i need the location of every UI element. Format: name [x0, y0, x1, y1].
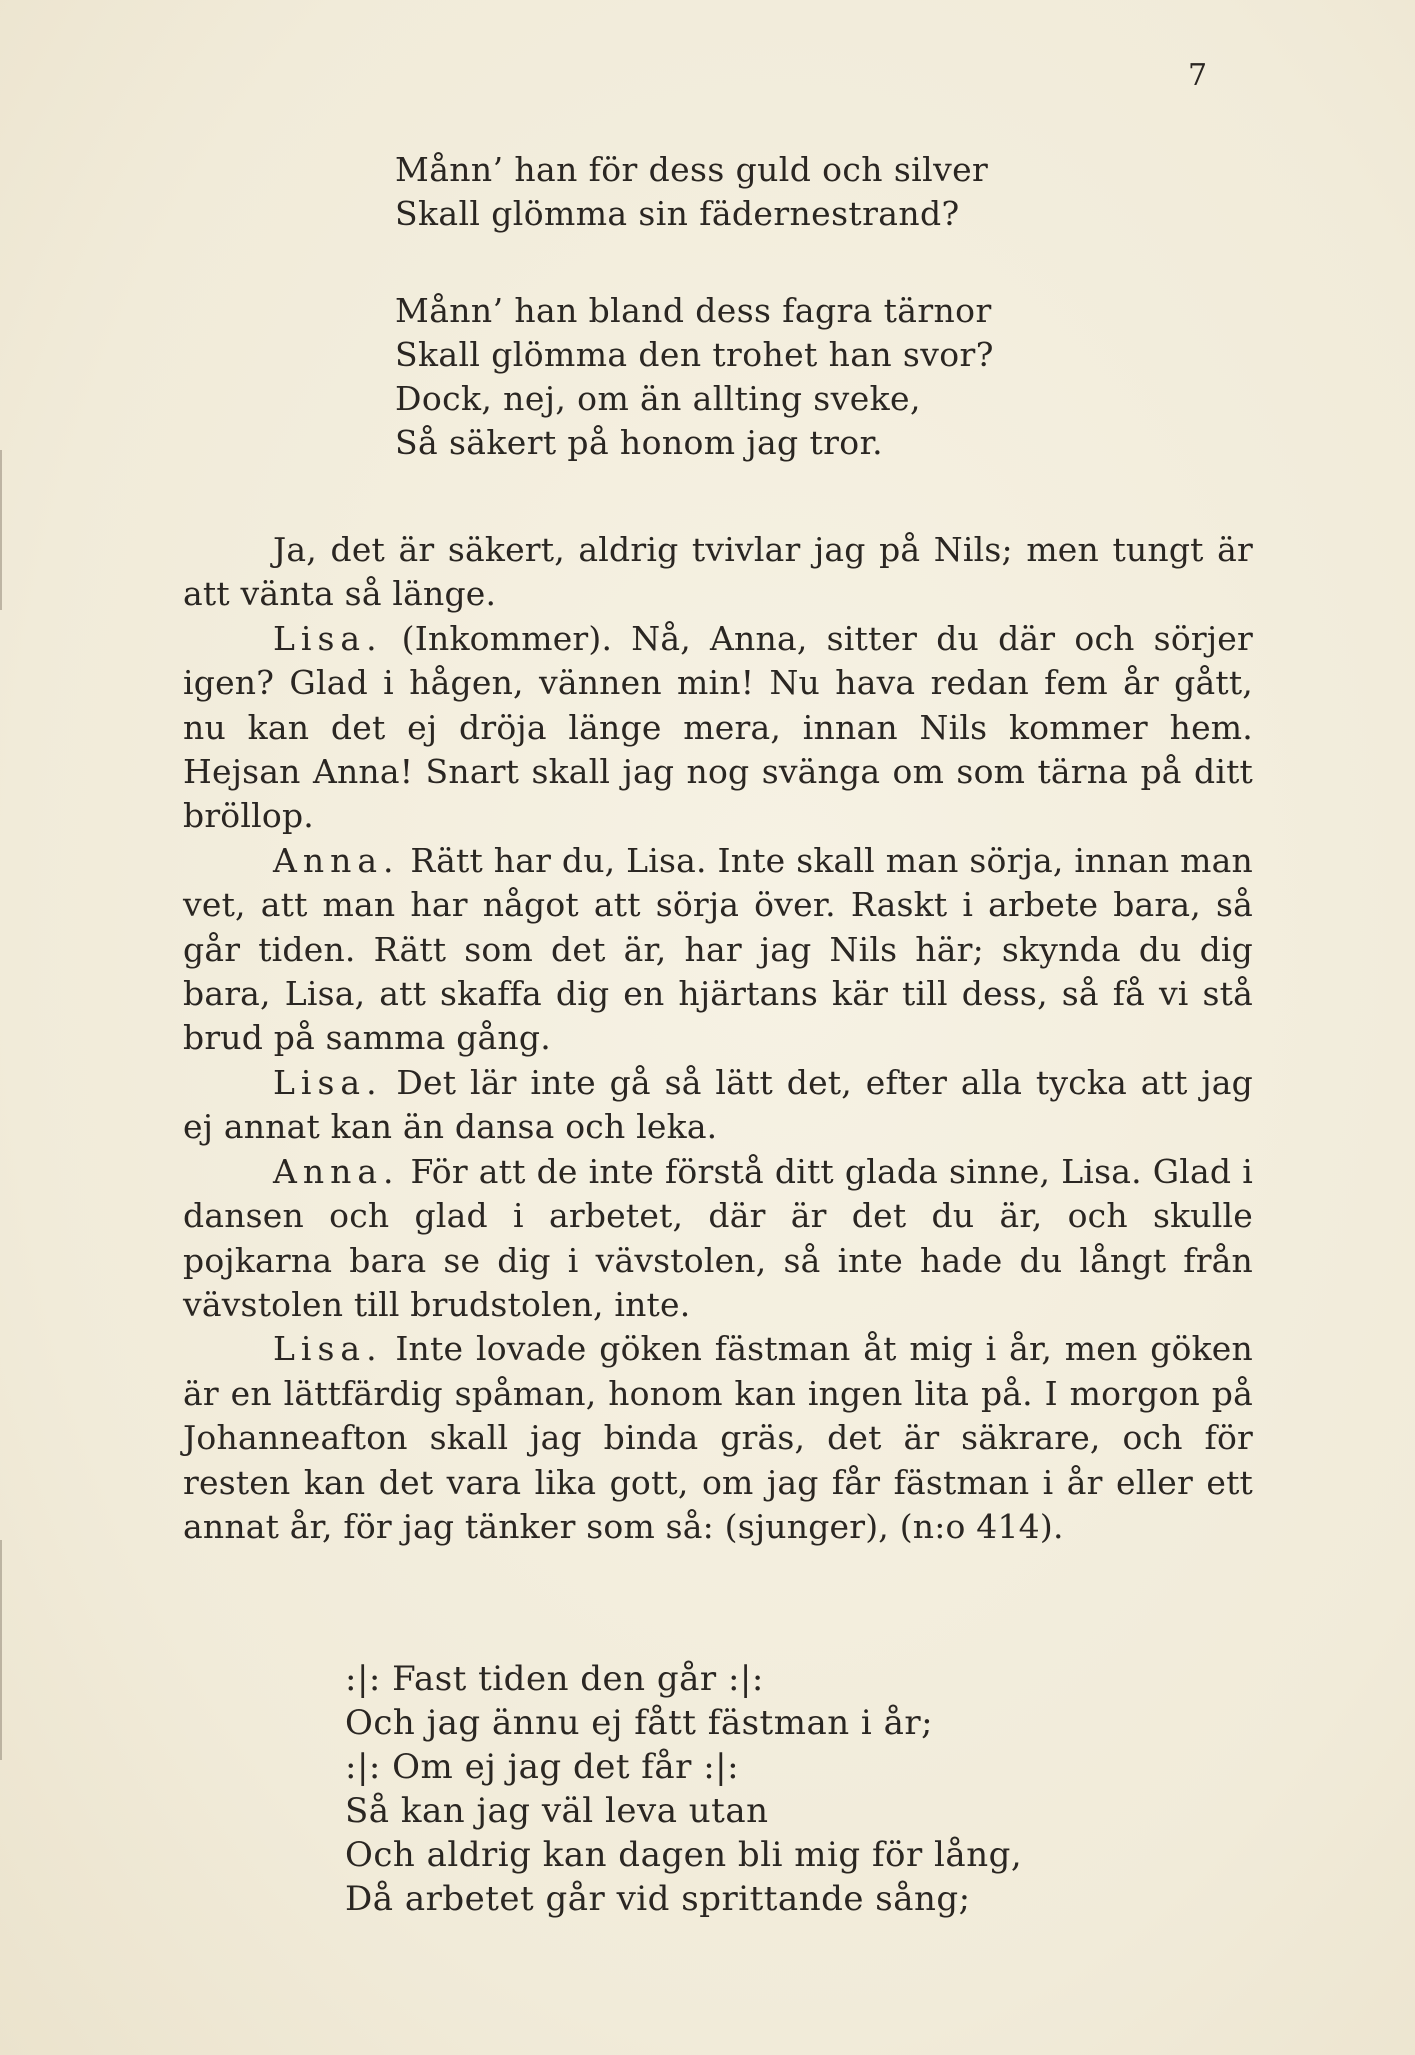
page-number: 7 [1188, 58, 1208, 93]
dialogue-prose [183, 528, 1253, 1549]
dialogue-text: För att de inte förstå ditt glada sinne, Lisa. Glad i dansen och glad i arbetet, där är det du är, och skulle pojkarna bara se dig i vävstolen, så inte hade du långt från vävstolen till brudstolen, inte. [183, 1151, 1253, 1324]
speaker-name: Lisa. [273, 1329, 383, 1369]
verse-line: Skall glömma den trohet han svor? [395, 335, 994, 374]
speaker-name: Anna. [273, 840, 400, 880]
speaker-name: Lisa. [273, 1062, 383, 1102]
dialogue-paragraph [183, 1061, 1253, 1150]
dialogue-text: Rätt har du, Lisa. Inte skall man sörja, innan man vet, att man har något att sörja över. Raskt i arbete bara, så går tiden. Rätt som det är, har jag Nils här; skynda du dig bara, Lisa, att skaffa dig en hjärtans kär till dess, så få vi stå brud på samma gång. [183, 840, 1253, 1058]
song-line: Så kan jag väl leva utan [345, 1791, 769, 1831]
dialogue-text: Ja, det är säkert, aldrig tvivlar jag på Nils; men tungt är att vänta så länge. [183, 530, 1253, 614]
dialogue-paragraph [183, 839, 1253, 1061]
dialogue-paragraph [183, 528, 1253, 617]
song-verse [345, 1657, 1022, 1921]
song-line: :|: Om ej jag det får :|: [345, 1747, 740, 1787]
dialogue-paragraph [183, 1327, 1253, 1549]
dialogue-paragraph [183, 617, 1253, 839]
song-line: :|: Fast tiden den går :|: [345, 1659, 764, 1699]
dialogue-paragraph [183, 1150, 1253, 1328]
verse-line: Månn’ han bland dess fagra tärnor [395, 291, 992, 330]
song-line: Och aldrig kan dagen bli mig för lång, [345, 1835, 1023, 1875]
verse-line: Dock, nej, om än allting sveke, [395, 379, 921, 418]
speaker-name: Lisa. [273, 618, 383, 658]
poem-stanza-2 [395, 289, 994, 465]
dialogue-text: (Inkommer). Nå, Anna, sitter du där och sörjer igen? Glad i hågen, vännen min! Nu hava redan fem år gått, nu kan det ej dröja länge mera, innan Nils kommer hem. Hejsan Anna! Snart skall jag nog svänga om som tärna på ditt bröllop. [183, 618, 1253, 836]
verse-line: Månn’ han för dess guld och silver [395, 150, 989, 189]
song-line: Och jag ännu ej fått fästman i år; [345, 1703, 934, 1743]
song-line: Då arbetet går vid sprittande sång; [345, 1879, 971, 1919]
dialogue-text: Inte lovade göken fästman åt mig i år, men göken är en lättfärdig spåman, honom kan ingen lita på. I morgon på Johanneafton skall jag binda gräs, det är säkrare, och för resten kan det vara lika gott, om jag får fästman i år eller ett annat år, för jag tänker som så: (sjunger), (n:o 414). [183, 1329, 1253, 1546]
verse-line: Så säkert på honom jag tror. [395, 423, 884, 462]
page-edge-shadow [0, 450, 2, 610]
speaker-name: Anna. [273, 1151, 400, 1191]
verse-line: Skall glömma sin fädernestrand? [395, 194, 960, 233]
poem-stanza-1 [395, 148, 988, 236]
page-edge-shadow [0, 1540, 2, 1760]
dialogue-text: Det lär inte gå så lätt det, efter alla tycka att jag ej annat kan än dansa och leka. [183, 1062, 1253, 1147]
